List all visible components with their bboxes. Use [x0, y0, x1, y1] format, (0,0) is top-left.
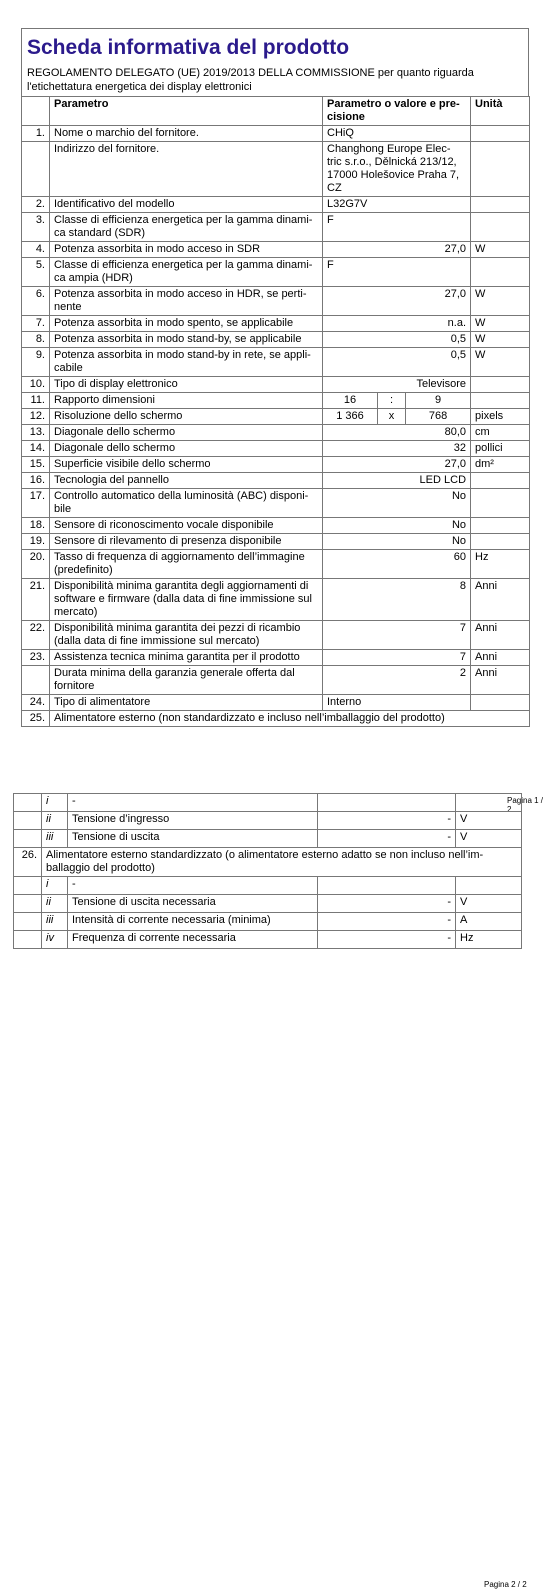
row-unit — [471, 377, 530, 393]
sub-row-index: iv — [42, 931, 68, 949]
row-value: 0,5 — [323, 348, 471, 377]
row-value: 32 — [323, 441, 471, 457]
row-param: Potenza assorbita in modo spento, se applicabile — [50, 316, 323, 332]
row-unit — [471, 518, 530, 534]
row-value: No — [323, 518, 471, 534]
row-value: 80,0 — [323, 425, 471, 441]
sub-row — [14, 830, 522, 848]
sub-row-unit: Hz — [456, 931, 522, 949]
table-row — [22, 142, 530, 197]
column-header-value: Parametro o valore e pre- cisione — [323, 97, 471, 126]
row-param: Alimentatore esterno standardizzato (o alimentatore esterno adatto se non incluso nell’im- ballaggio del prodotto) — [42, 848, 522, 877]
row-value-1: 1 366 — [323, 409, 378, 425]
row-number: 15. — [22, 457, 50, 473]
row-value: F — [323, 258, 471, 287]
row-number: 25. — [22, 711, 50, 727]
page-title: Scheda informativa del prodotto — [27, 36, 350, 59]
row-value: 2 — [323, 666, 471, 695]
row-param: Assistenza tecnica minima garantita per il prodotto — [50, 650, 323, 666]
row-param: Potenza assorbita in modo acceso in SDR — [50, 242, 323, 258]
row-value: 7 — [323, 621, 471, 650]
sub-row-index: ii — [42, 812, 68, 830]
row-unit: Hz — [471, 550, 530, 579]
row-value: Changhong Europe Elec- tric s.r.o., Dělnická 213/12, 17000 Holešovice Praha 7, CZ — [323, 142, 471, 197]
row-value: F — [323, 213, 471, 242]
page-footer-1: Pagina 1 / 2 — [507, 796, 544, 814]
row-param: Controllo automatico della luminosità (ABC) disponi- bile — [50, 489, 323, 518]
row-value: Televisore — [323, 377, 471, 393]
table-row — [22, 425, 530, 441]
row-number: 7. — [22, 316, 50, 332]
row-value: 27,0 — [323, 242, 471, 258]
row-unit — [471, 197, 530, 213]
page-footer-2: Pagina 2 / 2 — [484, 1580, 527, 1589]
table-row — [22, 258, 530, 287]
row-unit: pixels — [471, 409, 530, 425]
sub-row-value: - — [318, 812, 456, 830]
table-row — [22, 489, 530, 518]
row-param: Tecnologia del pannello — [50, 473, 323, 489]
row-number: 18. — [22, 518, 50, 534]
row-unit: pollici — [471, 441, 530, 457]
row-unit: W — [471, 287, 530, 316]
row-number: 2. — [22, 197, 50, 213]
row-value: No — [323, 534, 471, 550]
sub-row-param: Tensione di uscita necessaria — [68, 895, 318, 913]
table-row — [22, 534, 530, 550]
row-number: 8. — [22, 332, 50, 348]
row-number: 14. — [22, 441, 50, 457]
row-param: Diagonale dello schermo — [50, 441, 323, 457]
row-number: 4. — [22, 242, 50, 258]
row-value-separator: : — [378, 393, 406, 409]
sub-row-index: i — [42, 794, 68, 812]
row-unit — [471, 213, 530, 242]
sub-row-unit: V — [456, 895, 522, 913]
row-unit: dm² — [471, 457, 530, 473]
row-unit — [471, 695, 530, 711]
row-number: 23. — [22, 650, 50, 666]
table-row-25 — [22, 711, 530, 727]
row-unit: W — [471, 332, 530, 348]
row-param: Superficie visibile dello schermo — [50, 457, 323, 473]
sub-row — [14, 794, 522, 812]
sub-row-value — [318, 794, 456, 812]
table-row-26 — [14, 848, 522, 877]
row-number: 11. — [22, 393, 50, 409]
table-row — [22, 550, 530, 579]
row-value-2: 768 — [406, 409, 471, 425]
row-unit — [471, 534, 530, 550]
sub-row-param: Frequenza di corrente necessaria — [68, 931, 318, 949]
row-unit: cm — [471, 425, 530, 441]
row-number: 9. — [22, 348, 50, 377]
row-number: 3. — [22, 213, 50, 242]
row-value-2: 9 — [406, 393, 471, 409]
row-unit: Anni — [471, 666, 530, 695]
row-value: 0,5 — [323, 332, 471, 348]
table-row — [22, 457, 530, 473]
row-unit: W — [471, 242, 530, 258]
table-row — [22, 441, 530, 457]
row-param: Rapporto dimensioni — [50, 393, 323, 409]
table-row — [22, 650, 530, 666]
row-value: 27,0 — [323, 457, 471, 473]
row-unit: Anni — [471, 650, 530, 666]
table-row — [22, 332, 530, 348]
row-param: Disponibilità minima garantita degli aggiornamenti di software e firmware (dalla data di fine immissione sul mercato) — [50, 579, 323, 621]
row-unit: Anni — [471, 579, 530, 621]
parameters-table-continued — [13, 793, 521, 949]
sub-row-index: iii — [42, 830, 68, 848]
row-number: 12. — [22, 409, 50, 425]
row-unit — [471, 489, 530, 518]
row-param: Diagonale dello schermo — [50, 425, 323, 441]
sub-row-unit — [456, 794, 522, 812]
sub-row-value — [318, 877, 456, 895]
table-row — [22, 473, 530, 489]
row-param: Risoluzione dello schermo — [50, 409, 323, 425]
row-number: 17. — [22, 489, 50, 518]
product-information-sheet — [21, 28, 529, 727]
row-value: CHiQ — [323, 126, 471, 142]
table-row — [22, 518, 530, 534]
row-param: Classe di efficienza energetica per la gamma dinami- ca ampia (HDR) — [50, 258, 323, 287]
row-number — [22, 142, 50, 197]
sheet-header — [21, 28, 529, 96]
row-number: 10. — [22, 377, 50, 393]
table-row — [22, 242, 530, 258]
row-number: 20. — [22, 550, 50, 579]
row-unit — [471, 393, 530, 409]
sub-row-unit: A — [456, 913, 522, 931]
sub-row — [14, 931, 522, 949]
sub-row — [14, 895, 522, 913]
row-param: Disponibilità minima garantita dei pezzi di ricambio (dalla data di fine immissione sul mercato) — [50, 621, 323, 650]
row-number: 19. — [22, 534, 50, 550]
sub-row-value: - — [318, 895, 456, 913]
row-number: 6. — [22, 287, 50, 316]
row-number: 24. — [22, 695, 50, 711]
row-value: L32G7V — [323, 197, 471, 213]
row-unit: W — [471, 316, 530, 332]
row-value: n.a. — [323, 316, 471, 332]
row-param: Alimentatore esterno (non standardizzato e incluso nell’imballaggio del prodotto) — [50, 711, 530, 727]
row-value-1: 16 — [323, 393, 378, 409]
row-value: Interno — [323, 695, 471, 711]
sub-row — [14, 877, 522, 895]
row-number: 21. — [22, 579, 50, 621]
row-param: Tipo di alimentatore — [50, 695, 323, 711]
table-row — [22, 126, 530, 142]
sub-row-value: - — [318, 931, 456, 949]
table-row — [22, 348, 530, 377]
row-number: 5. — [22, 258, 50, 287]
sub-row-unit: V — [456, 812, 522, 830]
row-value: 27,0 — [323, 287, 471, 316]
sub-row-param: Intensità di corrente necessaria (minima) — [68, 913, 318, 931]
table-header-row — [22, 97, 530, 126]
table-row — [22, 377, 530, 393]
row-param: Potenza assorbita in modo stand-by, se applicabile — [50, 332, 323, 348]
row-value: 60 — [323, 550, 471, 579]
table-row — [22, 287, 530, 316]
column-header-param: Parametro — [50, 97, 323, 126]
row-param: Sensore di rilevamento di presenza disponibile — [50, 534, 323, 550]
column-header-unit: Unità — [471, 97, 530, 126]
row-unit — [471, 473, 530, 489]
sub-row-value: - — [318, 913, 456, 931]
row-value: LED LCD — [323, 473, 471, 489]
table-row — [22, 393, 530, 409]
table-row — [22, 409, 530, 425]
row-param: Classe di efficienza energetica per la gamma dinami- ca standard (SDR) — [50, 213, 323, 242]
row-param: Tipo di display elettronico — [50, 377, 323, 393]
table-row — [22, 666, 530, 695]
regulation-text: REGOLAMENTO DELEGATO (UE) 2019/2013 DELLA COMMISSIONE per quanto riguarda l'etichettatura energetica dei display elettronici — [27, 67, 474, 93]
row-value-separator: x — [378, 409, 406, 425]
row-value: 8 — [323, 579, 471, 621]
row-param: Potenza assorbita in modo stand-by in rete, se appli- cabile — [50, 348, 323, 377]
table-row — [22, 621, 530, 650]
parameters-table — [21, 96, 530, 727]
table-row — [22, 579, 530, 621]
sub-row — [14, 913, 522, 931]
row-param: Tasso di frequenza di aggiornamento dell’immagine (predefinito) — [50, 550, 323, 579]
row-param: Sensore di riconoscimento vocale disponibile — [50, 518, 323, 534]
row-number: 1. — [22, 126, 50, 142]
table-row — [22, 213, 530, 242]
row-value: No — [323, 489, 471, 518]
row-number: 16. — [22, 473, 50, 489]
table-row — [22, 695, 530, 711]
table-row — [22, 316, 530, 332]
row-unit — [471, 142, 530, 197]
row-param: Indirizzo del fornitore. — [50, 142, 323, 197]
sub-row-param: Tensione d’ingresso — [68, 812, 318, 830]
row-value: 7 — [323, 650, 471, 666]
row-unit: Anni — [471, 621, 530, 650]
sub-row-unit — [456, 877, 522, 895]
row-param: Nome o marchio del fornitore. — [50, 126, 323, 142]
sub-row-index: i — [42, 877, 68, 895]
row-unit — [471, 126, 530, 142]
row-number — [22, 666, 50, 695]
row-param: Durata minima della garanzia generale offerta dal fornitore — [50, 666, 323, 695]
sub-row-index: iii — [42, 913, 68, 931]
sub-row-value: - — [318, 830, 456, 848]
table-row — [22, 197, 530, 213]
row-unit: W — [471, 348, 530, 377]
row-number: 13. — [22, 425, 50, 441]
row-unit — [471, 258, 530, 287]
sub-row-index: ii — [42, 895, 68, 913]
sub-row-param: - — [68, 794, 318, 812]
sub-row-param: - — [68, 877, 318, 895]
sub-row — [14, 812, 522, 830]
row-param: Identificativo del modello — [50, 197, 323, 213]
sub-row-unit: V — [456, 830, 522, 848]
sub-row-param: Tensione di uscita — [68, 830, 318, 848]
row-number: 22. — [22, 621, 50, 650]
row-number: 26. — [14, 848, 42, 877]
row-param: Potenza assorbita in modo acceso in HDR, se perti- nente — [50, 287, 323, 316]
